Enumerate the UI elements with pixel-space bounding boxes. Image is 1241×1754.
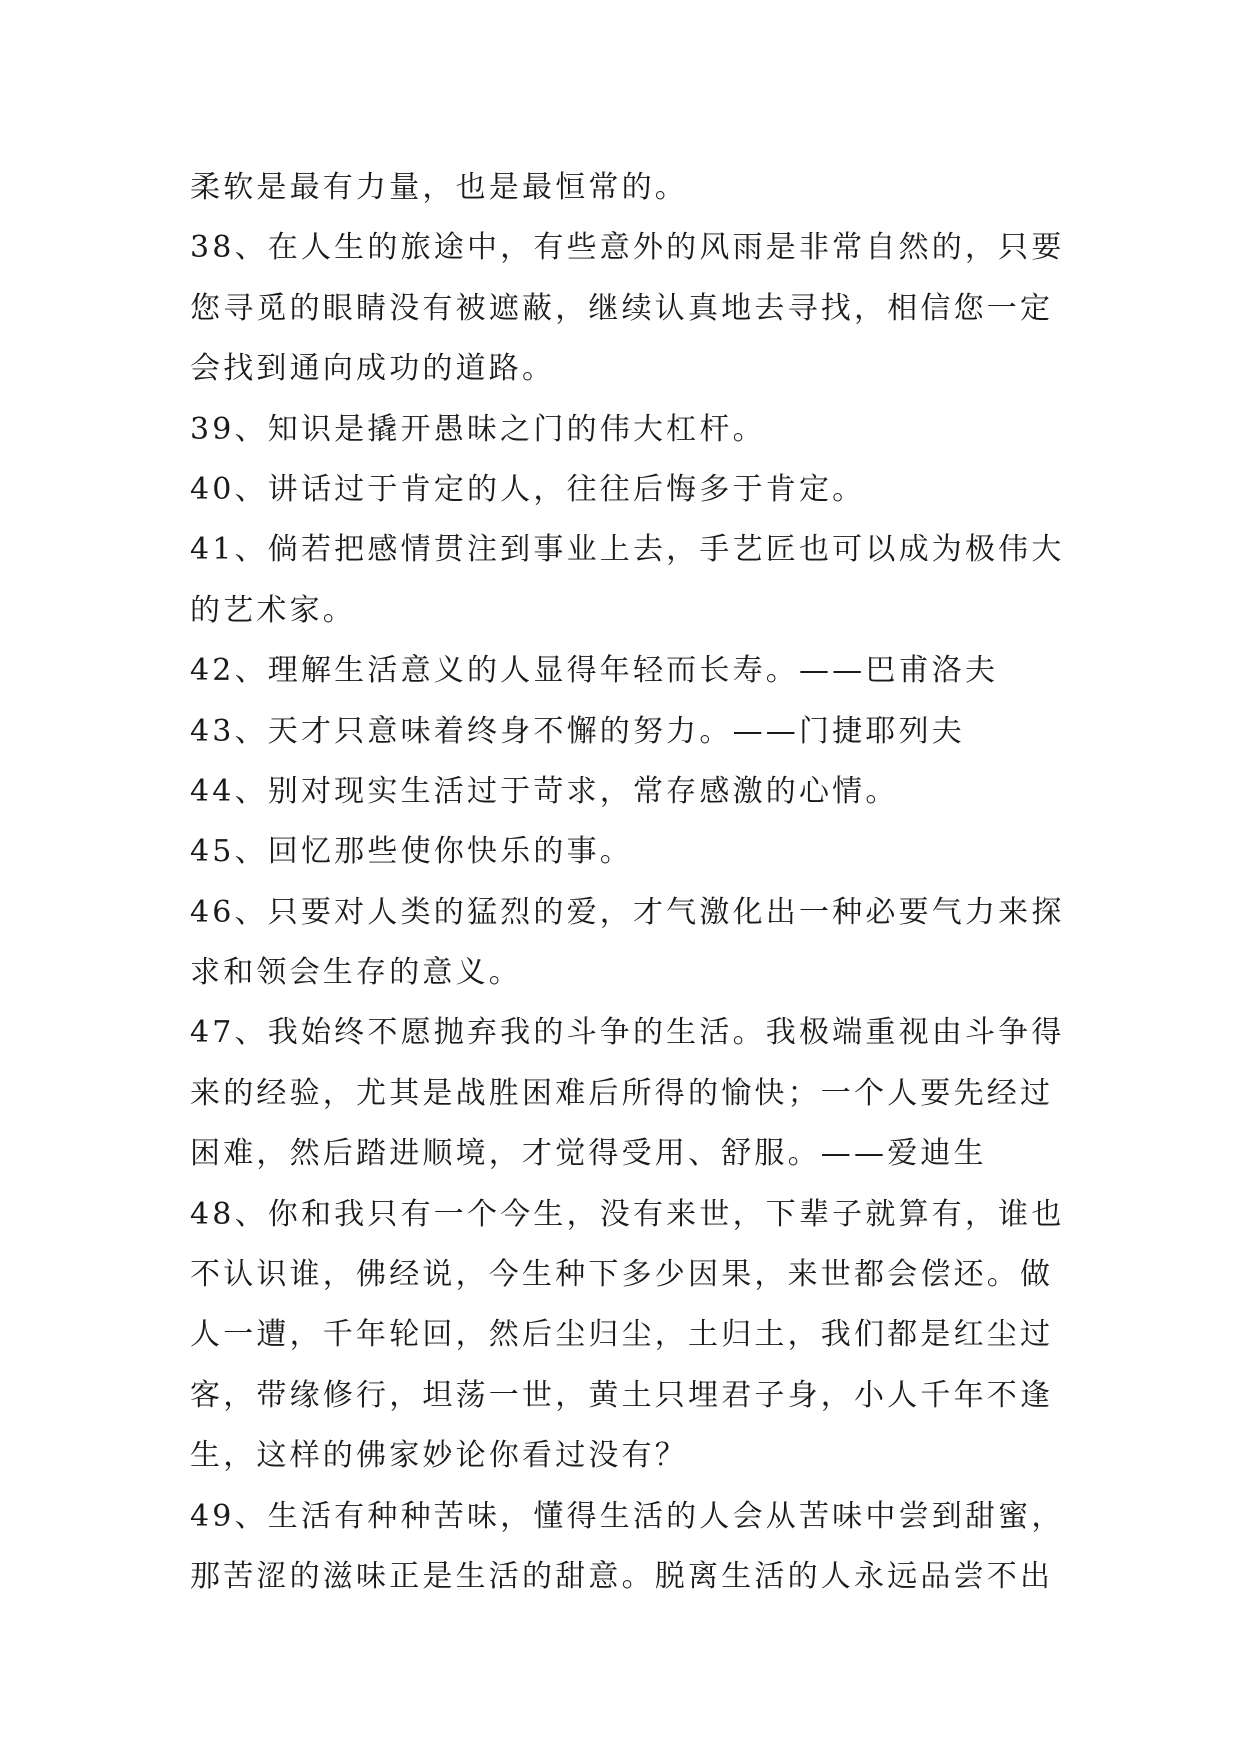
text-line: 困难，然后踏进顺境，才觉得受用、舒服。——爱迪生: [190, 1136, 987, 1172]
document-body: [190, 158, 1070, 1607]
text-line: 42、理解生活意义的人显得年轻而长寿。——巴甫洛夫: [190, 653, 999, 689]
text-line: 客，带缘修行，坦荡一世，黄土只埋君子身，小人千年不逢: [190, 1377, 1054, 1413]
text-line: 45、回忆那些使你快乐的事。: [190, 834, 633, 870]
text-line: 生，这样的佛家妙论你看过没有？: [190, 1438, 688, 1474]
text-line: 40、讲话过于肯定的人，往往后悔多于肯定。: [190, 471, 866, 507]
text-line: 38、在人生的旅途中，有些意外的风雨是非常自然的，只要: [190, 230, 1065, 266]
text-line: 求和领会生存的意义。: [190, 955, 522, 991]
text-line: 那苦涩的滋味正是生活的甜意。脱离生活的人永远品尝不出: [190, 1558, 1054, 1594]
text-line: 会找到通向成功的道路。: [190, 351, 556, 387]
text-line: 不认识谁，佛经说，今生种下多少因果，来世都会偿还。做: [190, 1257, 1054, 1293]
text-line: 43、天才只意味着终身不懈的努力。——门捷耶列夫: [190, 713, 965, 749]
text-line: 39、知识是撬开愚昧之门的伟大杠杆。: [190, 411, 766, 447]
text-line: 您寻觅的眼睛没有被遮蔽，继续认真地去寻找，相信您一定: [190, 290, 1054, 326]
text-line: 41、倘若把感情贯注到事业上去，手艺匠也可以成为极伟大: [190, 532, 1065, 568]
text-line: 44、别对现实生活过于苛求，常存感激的心情。: [190, 773, 899, 809]
text-line: 49、生活有种种苦味，懂得生活的人会从苦味中尝到甜蜜，: [190, 1498, 1065, 1534]
text-line: 的艺术家。: [190, 592, 356, 628]
text-line: 人一遭，千年轮回，然后尘归尘，土归土，我们都是红尘过: [190, 1317, 1054, 1353]
text-line: 46、只要对人类的猛烈的爱，才气激化出一种必要气力来探: [190, 894, 1065, 930]
text-line: 柔软是最有力量，也是最恒常的。: [190, 170, 688, 205]
text-line: 47、我始终不愿抛弃我的斗争的生活。我极端重视由斗争得: [190, 1015, 1065, 1051]
text-line: 来的经验，尤其是战胜困难后所得的愉快；一个人要先经过: [190, 1075, 1054, 1111]
text-line: 48、你和我只有一个今生，没有来世，下辈子就算有，谁也: [190, 1196, 1065, 1232]
